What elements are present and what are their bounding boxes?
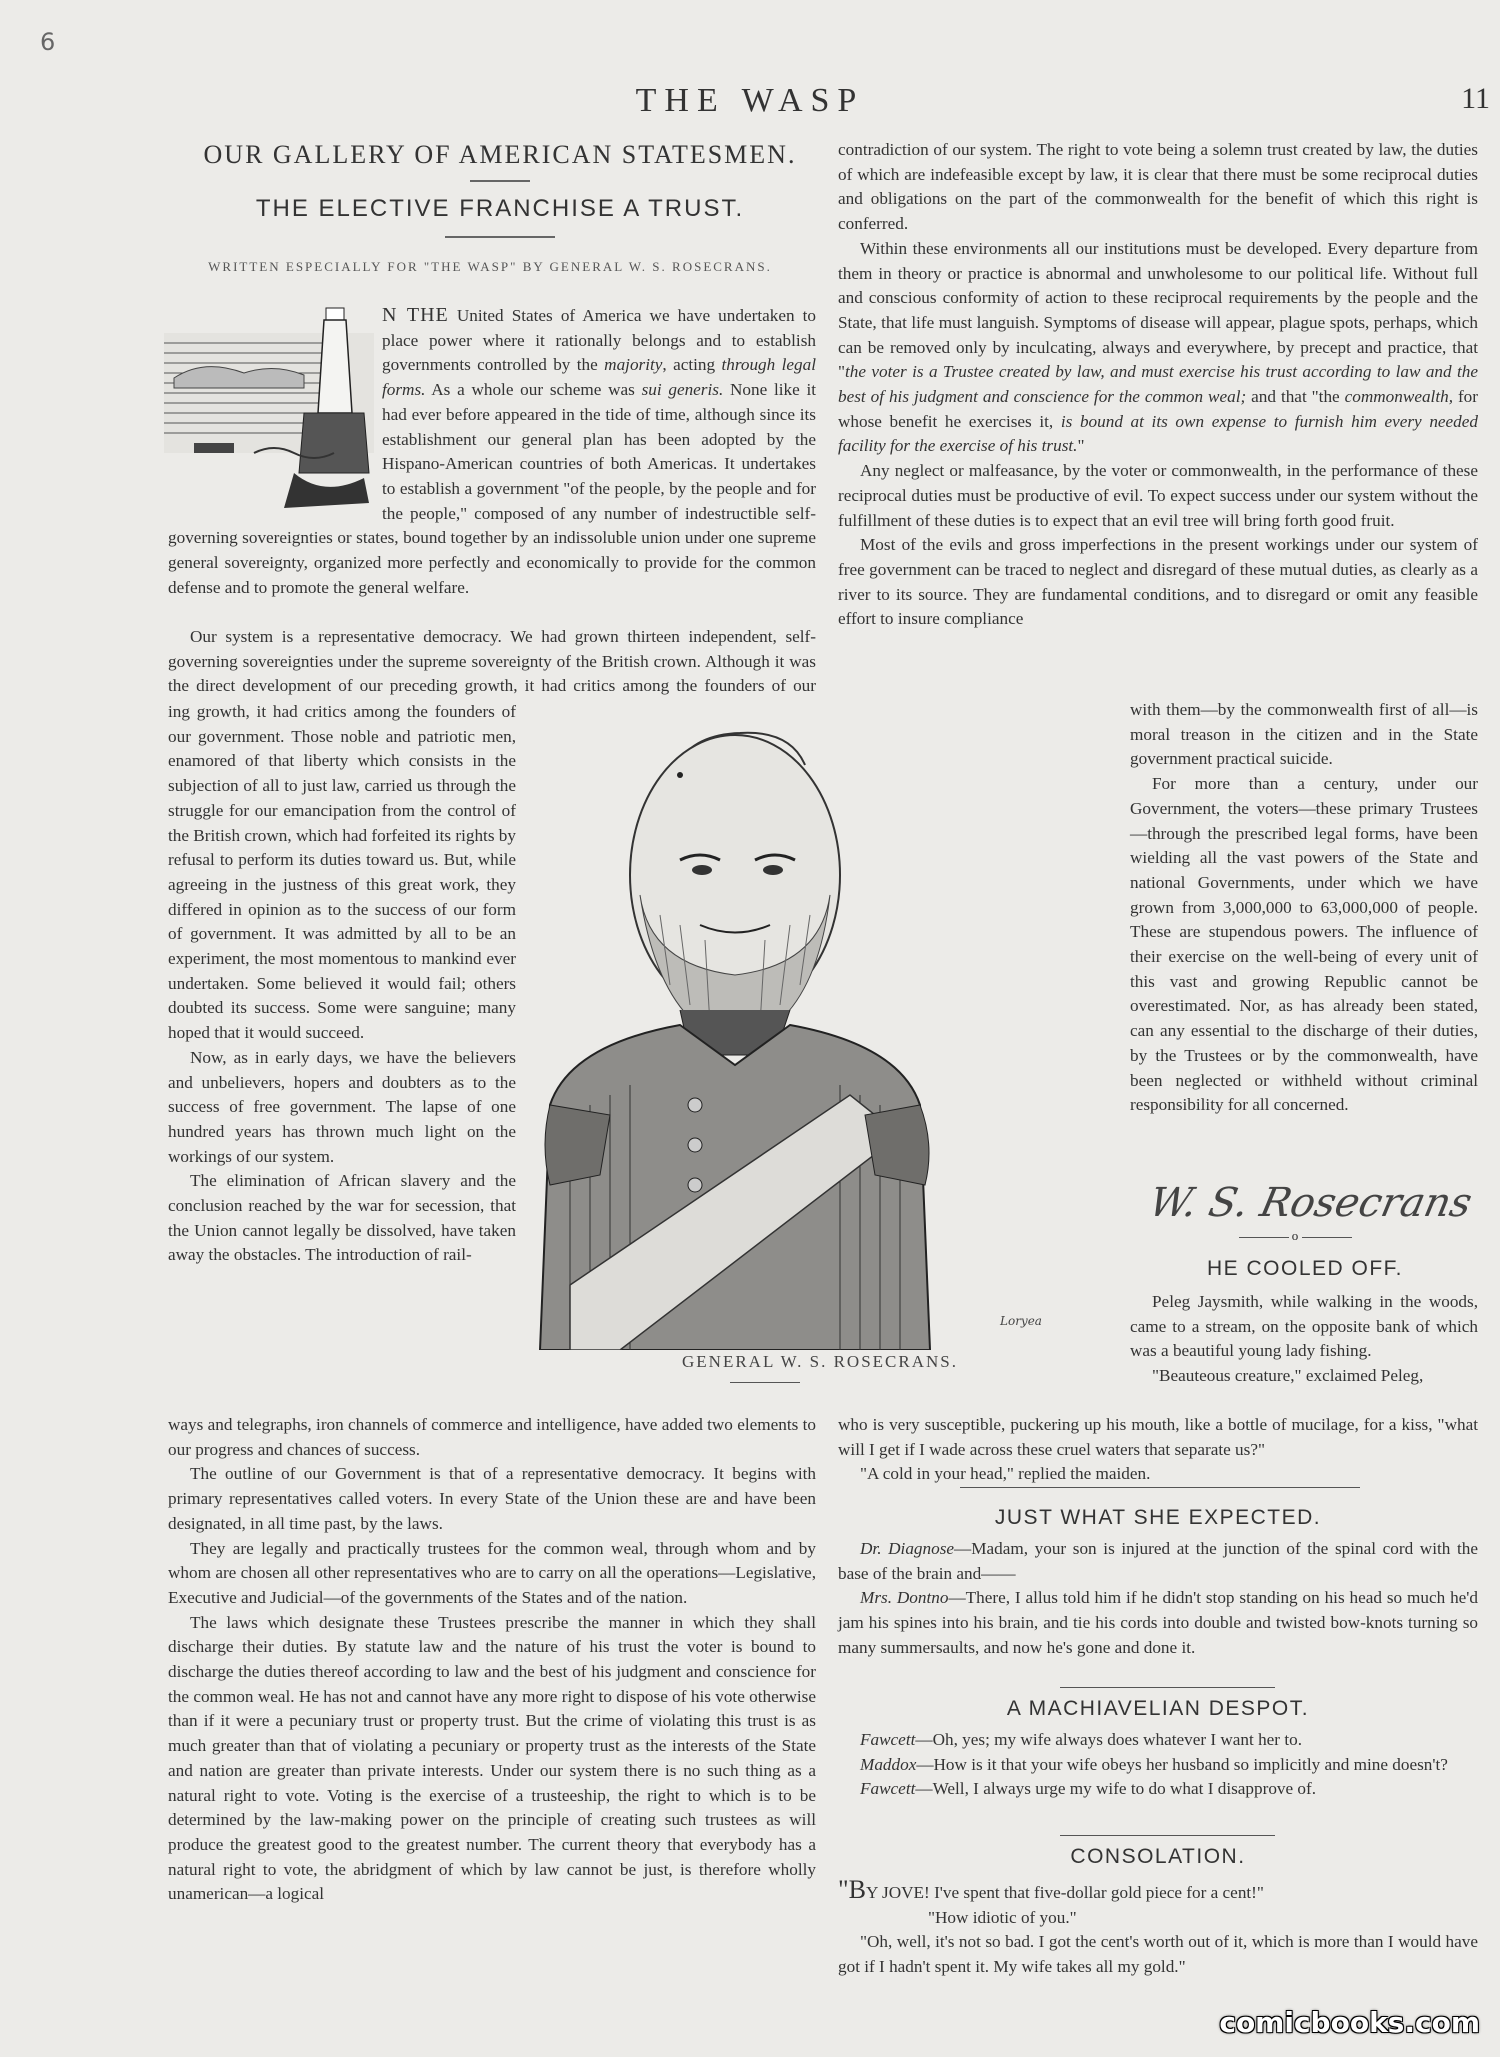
cooled-column [1130,1290,1478,1389]
article-paragraph-7: The laws which designate these Trustees prescribe the manner in which they shall discharge their duties. By statute law and the nature of his trust the voter is bound to discharge the duties thereof according to law and the best of his judgment and conscience for the common weal. He has not and cannot have any more right to dispose of his vote otherwise than if it were a pecuniary trust or property trust. But the crime of violating this trust is as much greater than that of violating a pecuniary or property trust as the interests of the State and nation are greater than private interests. Under our system there is no such thing as a natural right to vote. Voting is the exercise of a trusteeship, the right to which is to be determined by the law-making power on the principle of creating such trustees as will produce the greatest good to the greatest number. The current theory that everybody has a natural right to vote, the abridgment of which by law cannot be just, is therefore wholly unamerican—a logical [168,1612,816,1904]
consolation-initial: "B [838,1875,866,1904]
article-paragraph-4-cont: ways and telegraphs, iron channels of commerce and intelligence, have added two elements to our progress and chances of success. [168,1415,816,1459]
article-right-paragraph-4-cont: with them—by the commonwealth first of all—is moral treason in the citizen and in the State government practical suicide. [1130,700,1478,769]
paragraph-1-text-d: through legal forms. [382,355,816,400]
cooled-divider-mark: o [1291,1228,1299,1243]
consolation-column [838,1875,1478,1980]
article-right-paragraph-2 [838,237,1478,459]
cooled-paragraph-1: Peleg Jaysmith, while walking in the woods, came to a stream, on the opposite bank of which was a beautiful young lady fishing. [1130,1292,1478,1361]
right-paragraph-2-text-d: commonwealth, [1344,387,1453,407]
expected-text-2: —There, I allus told him if he didn't stop standing on his head so much he'd jam his spines into his brain, and tie his cords into double and twisted bow-knots turning so many summersaults, and now he's gone and done it. [838,1588,1478,1657]
watermark: comicbooks.com [1219,2006,1480,2039]
consolation-line-1 [838,1875,1478,1906]
despot-speaker-3: Fawcett [860,1779,916,1799]
article-byline: WRITTEN ESPECIALLY FOR "THE WASP" BY GENERAL W. S. ROSECRANS. [208,259,772,274]
article-paragraph-2: Our system is a representative democracy. We had grown thirteen independent, self-governing sovereignties under the supreme sovereignty of the British crown. Although it was the direct development of our preceding growth, it had critics among the founders of our [168,627,816,696]
paragraph-1-text-e: As a whole our scheme was [425,380,642,400]
masthead: THE WASP [635,82,865,119]
expected-speaker-1: Dr. Diagnose [860,1539,955,1558]
margin-note: 6 [40,28,56,56]
article-paragraph-2-cont: ing growth, it had critics among the founders of our government. Those noble and patriotic men, enamored of that liberty which consists in the subjection of all to just law, carried us through the struggle for our emancipation from the control of the British crown, which had forfeited its rights by refusal to perform its duties toward us. But, while agreeing in the justness of this great work, they differed in opinion as to the success of our form of government. It was admitted by all to be an experiment, the most momentous to mankind ever undertaken. Some believed it would fail; others doubted its success. Some were sanguine; many hoped that it would succeed. [168,702,516,1043]
article-column-left-bottom [168,1413,816,1907]
article-paragraph-2-wide [168,625,816,700]
cooled-paragraph-2-cont: who is very susceptible, puckering up his mouth, like a bottle of mucilage, for a kiss, "what will I get if I wade across these cruel waters that separate us?" [838,1415,1478,1459]
paragraph-1-text-f: sui generis. [641,380,724,400]
lighthouse-illustration [164,303,374,518]
consolation-line-3: "Oh, well, it's not so bad. I got the cent's worth out of it, which is more than I would have got if I hadn't spent it. My wife takes all my gold." [838,1932,1478,1977]
despot-column [838,1728,1478,1802]
right-paragraph-2-text-g: " [1077,436,1085,456]
article-column-left-narrow [168,700,516,1268]
consolation-text-1: Y JOVE! I've spent that five-dollar gold piece for a cent!" [865,1883,1264,1902]
article-column-left-top [168,303,816,600]
despot-speaker-2: Maddox [860,1754,917,1774]
article-paragraph-6: They are legally and practically trustees for the common weal, through whom and by whom are chosen all other representatives who are to carry on all the operations—Legislative, Executive and Judicial—of the governments of the States and of the nation. [168,1538,816,1607]
article-paragraph-5: The outline of our Government is that of a representative democracy. It begins with primary representatives called voters. In every State of the Union these are and have been designated, in all time past, by the laws. [168,1464,816,1533]
article-title: OUR GALLERY OF AMERICAN STATESMEN. [203,140,797,169]
article-subtitle: THE ELECTIVE FRANCHISE A TRUST. [255,195,745,222]
despot-speaker-1: Fawcett [860,1730,916,1749]
humor-column [838,1413,1478,1487]
portrait-artist-signature: Loryea [1000,1314,1042,1328]
right-paragraph-2-text-a: Within these environments all our institutions must be developed. Every departure from them in theory or practice is abnormal and unwholesome to our political life. Without full and conscious conformity of action to these reciprocal requirements by the people and the State, that life must languish. Symptoms of disease will appear, plague spots, perhaps, which can be removed only by inculcating, always and everywhere, by precept and practice, that " [838,238,1478,382]
article-column-right-top [838,138,1478,632]
right-paragraph-2-text-b: the voter is a Trustee created by law, and must exercise his trust according to law and the best of his judgment and conscience for the common weal; [838,362,1478,407]
consolation-heading: CONSOLATION. [1070,1845,1246,1868]
page-number: 11 [1461,82,1490,115]
right-paragraph-2-text-c: and that "the [1246,387,1345,407]
paragraph-1-text-g: None like it had ever before appeared in the tide of time, although since its establishment our general plan has been adopted by the Hispano-American countries of both Americas. It undertakes to establish a government "of the people, by the people and for the people," composed of any number of indestructible self-governing sovereignties or states, bound together by an indissoluble union under one supreme general sovereignty, organized more perfectly and economically to provide for the common defense and to promote the general welfare. [168,380,816,597]
despot-line-2 [838,1753,1478,1778]
title-divider [470,180,530,182]
despot-line-3 [838,1777,1478,1802]
despot-heading: A MACHIAVELIAN DESPOT. [1006,1697,1310,1720]
expected-column [838,1537,1478,1661]
paragraph-1-text-c: , acting [662,355,722,375]
expected-rule [960,1487,1360,1488]
right-paragraph-2-text-f: is bound at its own expense to furnish him every needed facility for the exercise of his trust. [838,411,1478,456]
expected-line-1 [838,1537,1478,1586]
subtitle-divider [445,236,555,238]
article-paragraph-4: The elimination of African slavery and the conclusion reached by the war for secession, that the Union cannot legally be dissolved, have taken away the obstacles. The introduction of rail- [168,1171,516,1265]
caption-rule [730,1382,800,1383]
cooled-heading: HE COOLED OFF. [1206,1257,1404,1280]
paragraph-1-text-b: majority [604,355,663,375]
expected-line-2 [838,1586,1478,1660]
consolation-line-2: "How idiotic of you." [928,1907,1077,1927]
article-right-paragraph-5: For more than a century, under our Government, the voters—these primary Trustees—through the prescribed legal forms, have been wielding all the vast powers of the State and national Governments, under which we have grown from 3,000,000 to 63,000,000 of people. These are stupendous powers. The influence of their exercise on the well-being of every unit of this vast and growing Republic cannot be overestimated. Nor, as has already been stated, can any essential to the discharge of their duties, by the Trustees or by the commonwealth, have been neglected or withheld without criminal responsibility for all concerned. [1130,774,1478,1115]
portrait-illustration [530,725,1080,1350]
cooled-divider [1220,1228,1370,1244]
cooled-paragraph-3: "A cold in your head," replied the maiden. [860,1464,1151,1484]
article-paragraph-3: Now, as in early days, we have the believers and unbelievers, hopers and doubters as to the success of free government. The lapse of one hundred years has thrown much light on the workings of our system. [168,1047,516,1166]
cooled-paragraph-2: "Beauteous creature," exclaimed Peleg, [1152,1366,1424,1386]
expected-speaker-2: Mrs. Dontno [860,1588,949,1608]
expected-text-1: —Madam, your son is injured at the junction of the spinal cord with the base of the brain and—— [838,1539,1478,1583]
portrait-caption: GENERAL W. S. ROSECRANS. [682,1352,958,1371]
drop-initial-text: N THE [382,304,449,326]
despot-text-2: —How is it that your wife obeys her husband so implicitly and mine doesn't? [916,1754,1448,1774]
article-right-paragraph-1: contradiction of our system. The right to vote being a solemn trust created by law, the duties of which are indefeasible except by law, it is clear that there must be some reciprocal duties and obligations on the part of the commonwealth for the benefit of which this right is conferred. [838,140,1478,234]
despot-text-1: —Oh, yes; my wife always does whatever I want her to. [915,1730,1302,1749]
signature: W. S. Rosecrans [1145,1180,1476,1226]
article-column-right-narrow [1130,698,1478,1118]
despot-text-3: —Well, I always urge my wife to do what I disapprove of. [915,1779,1317,1799]
right-paragraph-2-text-e: for whose benefit he exercises it, [838,387,1478,431]
expected-heading: JUST WHAT SHE EXPECTED. [994,1506,1322,1529]
paragraph-1-text-a: United States of America we have undertaken to place power where it rationally belongs and to establish governments controlled by the [382,306,816,375]
consolation-rule [1060,1835,1275,1836]
despot-rule [1060,1687,1275,1688]
article-right-paragraph-4: Most of the evils and gross imperfections in the present workings under our system of free government can be traced to neglect and disregard of these mutual duties, as clearly as a river to its source. They are fundamental conditions, and to disregard or omit any feasible effort to insure compliance [838,535,1478,629]
article-right-paragraph-3: Any neglect or malfeasance, by the voter or commonwealth, in the performance of these reciprocal duties must be productive of evil. To expect success under our system without the fulfillment of these duties is to expect that an evil tree will bring forth good fruit. [838,461,1478,530]
despot-line-1 [838,1728,1478,1753]
